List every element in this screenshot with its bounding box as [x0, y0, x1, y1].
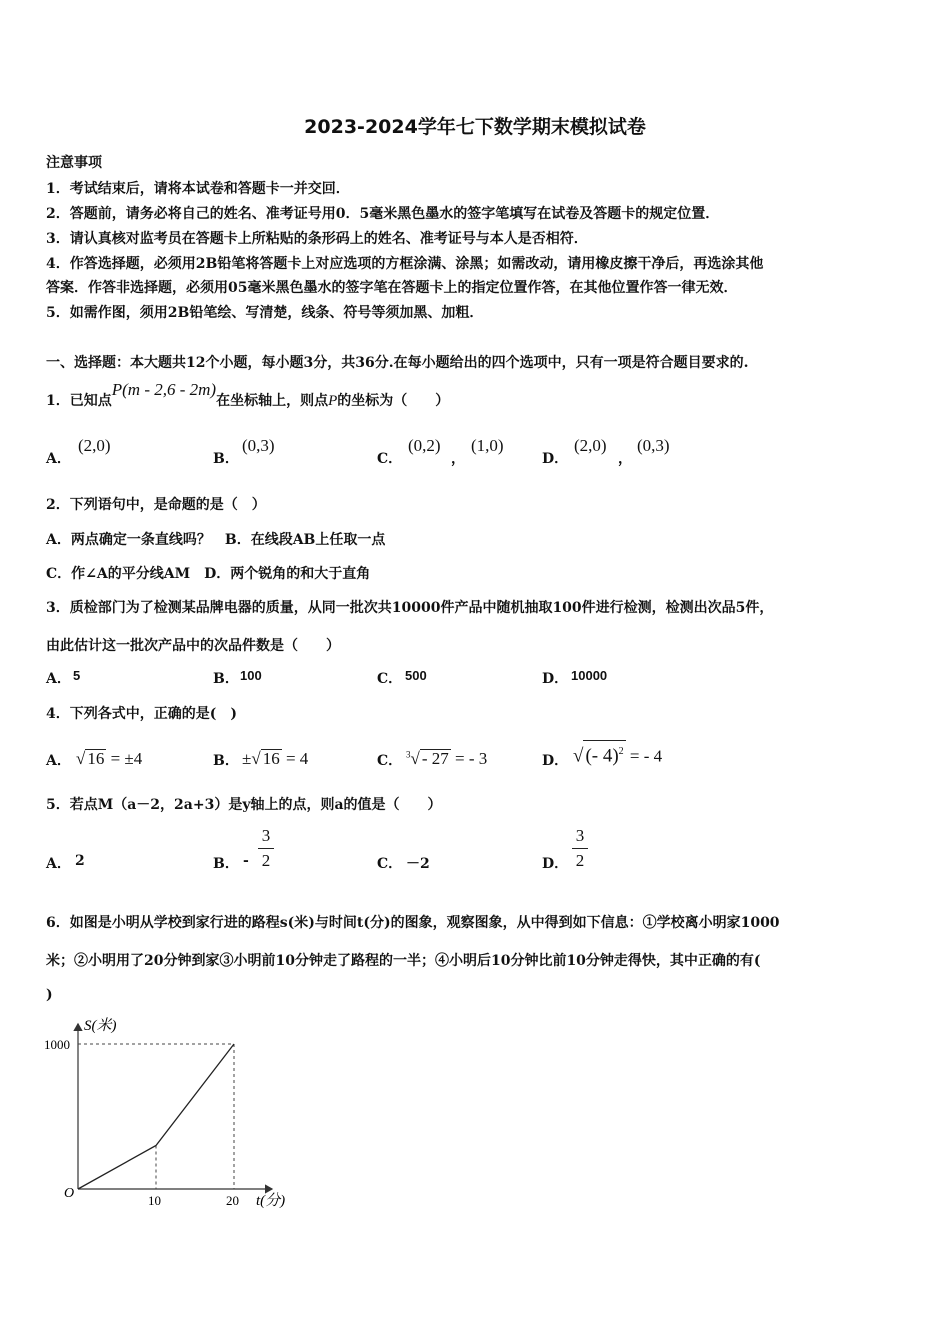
q4-b-radicand: 16 — [262, 749, 280, 768]
q4-option-d-label: D． — [542, 753, 569, 769]
q5-option-a-label: A． — [46, 856, 71, 872]
q2-options-row-2: C．作∠A的平分线AM D．两个锐角的和大于直角 — [46, 566, 371, 582]
q4-option-c-label: C． — [377, 753, 403, 769]
q1-option-c2: (1,0) — [471, 436, 504, 455]
q5-d-denominator: 2 — [575, 851, 585, 870]
q4-option-a-label: A． — [46, 753, 71, 769]
question-6-stem-3: ) — [46, 987, 53, 1003]
q1-option-d1: (2,0) — [574, 436, 607, 455]
page-title: 2023-2024学年七下数学期末模拟试卷 — [304, 116, 646, 138]
q4-a-rest: = ±4 — [106, 749, 143, 768]
q4-b-rest: = 4 — [281, 749, 309, 768]
q1-option-c-comma: ， — [451, 451, 465, 467]
q4-c-rest: = - 3 — [450, 749, 488, 768]
distance-time-chart — [40, 1012, 320, 1212]
q4-option-d: √ (- 4)$^2$ = - 4 — [573, 740, 662, 767]
question-4-stem: 4．下列各式中，正确的是( ) — [46, 706, 237, 722]
question-1-stem — [46, 380, 450, 410]
q1-prefix: 1．已知点 — [46, 393, 112, 409]
q5-b-denominator: 2 — [261, 851, 271, 870]
q4-option-b: ±√ 16 = 4 — [242, 749, 309, 768]
q1-point: P(m - 2,6 - 2m) — [111, 380, 217, 399]
q3-option-c-label: C． — [377, 671, 403, 687]
q1-option-b-label: B． — [213, 451, 239, 467]
question-6-stem-2: 米；②小明用了20分钟到家③小明前10分钟走了路程的一半；④小明后10分钟比前10分钟走得快，其中正确的有( — [46, 953, 761, 969]
q5-option-d-label: D． — [542, 856, 569, 872]
q1-option-b: (0,3) — [242, 436, 275, 455]
q3-option-a-label: A． — [46, 671, 71, 687]
q4-option-c: $^3$√ - 27 = - 3 — [406, 749, 488, 768]
q4-d-base: (- 4) — [585, 745, 619, 767]
notice-item-4-cont: 答案．作答非选择题，必须用05毫米黑色墨水的签字笔在答题卡上的指定位置作答，在其他位置作答一律无效． — [46, 280, 738, 296]
q1-option-c-label: C． — [377, 451, 403, 467]
q3-option-d: 10000 — [571, 668, 608, 683]
q5-option-b-sign: - — [243, 853, 249, 869]
q1-option-a-label: A． — [46, 451, 71, 467]
q5-option-a: 2 — [75, 853, 85, 869]
notice-heading: 注意事项 — [46, 155, 102, 171]
notice-item-1: 1．考试结束后，请将本试卷和答题卡一并交回． — [46, 181, 350, 197]
q4-a-radicand: 16 — [87, 749, 105, 768]
q1-suffix: 的坐标为（ ） — [337, 393, 450, 409]
notice-item-2: 2．答题前，请务必将自己的姓名、准考证号用0．5毫米黑色墨水的签字笔填写在试卷及答题卡的规定位置． — [46, 206, 720, 222]
q4-option-b-label: B． — [213, 753, 239, 769]
y-axis-label: S(米) — [84, 1018, 117, 1034]
q1-mid: 在坐标轴上，则点 — [216, 393, 329, 409]
q5-b-numerator: 3 — [261, 826, 271, 845]
q5-option-b-fraction — [258, 826, 274, 871]
q4-c-index: 3 — [406, 749, 411, 760]
q1-option-d-label: D． — [542, 451, 569, 467]
q4-d-rest: = - 4 — [625, 746, 663, 766]
q4-b-pm: ± — [242, 749, 252, 768]
q3-option-b: 100 — [240, 668, 262, 683]
y-tick-label-1000: 1000 — [44, 1037, 70, 1052]
series-line — [78, 1044, 234, 1189]
x-axis-label: t(分) — [256, 1193, 286, 1209]
q3-option-d-label: D． — [542, 671, 569, 687]
q1-p: P — [328, 393, 338, 409]
q4-c-radicand: - 27 — [421, 749, 449, 768]
notice-item-3: 3．请认真核对监考员在答题卡上所粘贴的条形码上的姓名、准考证号与本人是否相符． — [46, 231, 588, 247]
q5-option-c: －2 — [406, 856, 430, 872]
q1-option-a: (2,0) — [78, 436, 111, 455]
origin-label: O — [64, 1186, 75, 1201]
notice-item-4: 4．作答选择题，必须用2B铅笔将答题卡上对应选项的方框涂满、涂黑；如需改动，请用橡皮擦干净后，再选涂其他 — [46, 256, 764, 272]
question-2-stem: 2．下列语句中，是命题的是（ ） — [46, 497, 266, 513]
q2-options-row-1: A．两点确定一条直线吗？ B．在线段AB上任取一点 — [46, 532, 386, 548]
q4-option-a: √ 16 = ±4 — [76, 749, 143, 768]
q3-option-a: 5 — [73, 668, 81, 683]
q5-option-c-label: C． — [377, 856, 403, 872]
q3-option-c: 500 — [405, 668, 427, 683]
q1-option-c1: (0,2) — [408, 436, 441, 455]
q5-d-numerator: 3 — [575, 826, 585, 845]
q4-d-exponent: 2 — [618, 746, 624, 757]
q3-option-b-label: B． — [213, 671, 239, 687]
q1-option-d-comma: ， — [618, 451, 632, 467]
q5-option-d-fraction — [572, 826, 588, 871]
question-6-stem-1: 6．如图是小明从学校到家行进的路程s(米)与时间t(分)的图象，观察图象，从中得到如下信息：①学校离小明家1000 — [46, 915, 780, 931]
x-tick-label-10: 10 — [148, 1193, 161, 1208]
question-3-stem-2: 由此估计这一批次产品中的次品件数是（ ） — [46, 638, 340, 654]
x-tick-label-20: 20 — [226, 1193, 239, 1208]
q5-option-b-label: B． — [213, 856, 239, 872]
question-5-stem: 5．若点M（a－2，2a+3）是y轴上的点，则a的值是（ ） — [46, 797, 442, 813]
notice-item-5: 5．如需作图，须用2B铅笔绘、写清楚，线条、符号等须加黑、加粗． — [46, 305, 484, 321]
q1-option-d2: (0,3) — [637, 436, 670, 455]
section-heading: 一、选择题：本大题共12个小题，每小题3分，共36分.在每小题给出的四个选项中，只有一项是符合题目要求的. — [46, 355, 749, 371]
q4-d-radicand — [583, 740, 625, 767]
question-3-stem-1: 3．质检部门为了检测某品牌电器的质量，从同一批次共10000件产品中随机抽取100件进行检测，检测出次品5件， — [46, 600, 774, 616]
